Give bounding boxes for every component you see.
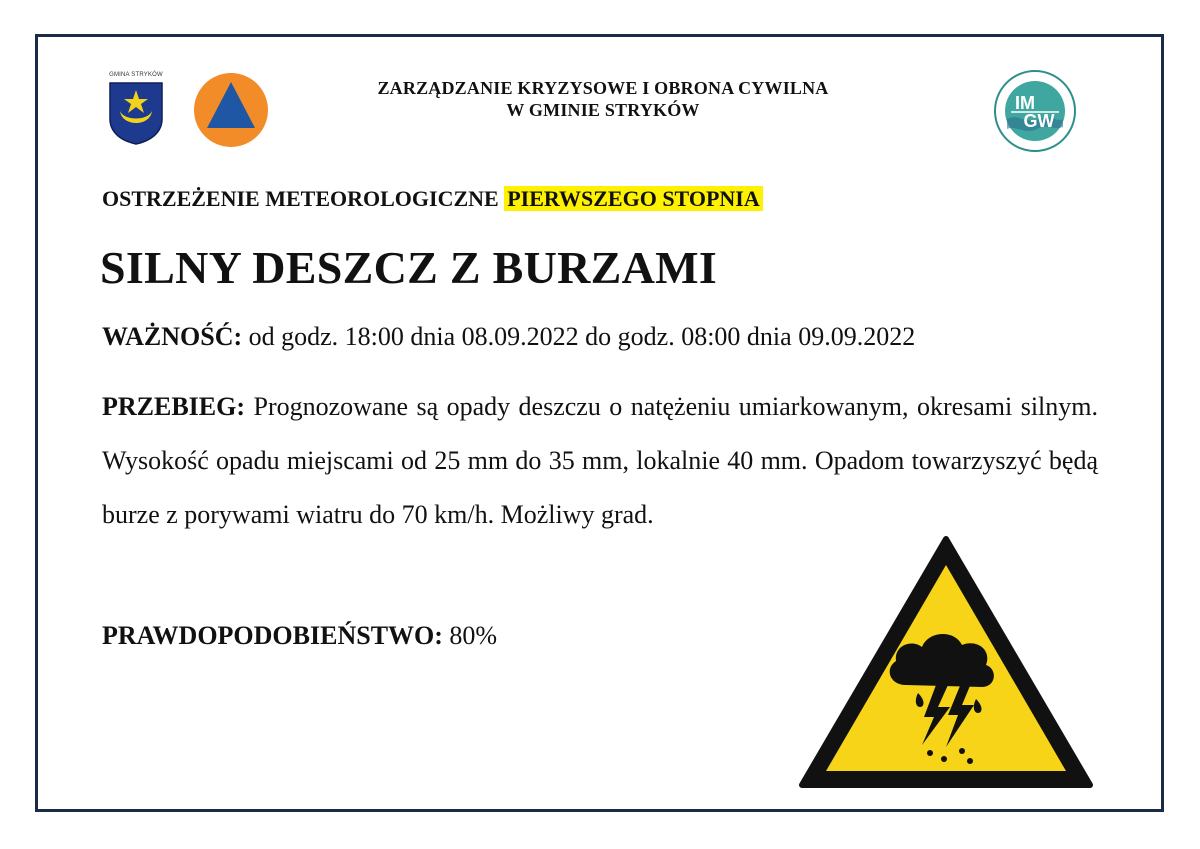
warning-title: SILNY DESZCZ Z BURZAMI — [100, 242, 718, 293]
validity — [102, 320, 915, 354]
imgw-text-2: GW — [1023, 111, 1055, 131]
municipality-logo — [104, 72, 168, 146]
course — [102, 380, 1098, 542]
validity-text: od godz. 18:00 dnia 08.09.2022 do godz. 08:00 dnia 09.09.2022 — [242, 322, 916, 351]
probability — [102, 619, 497, 653]
warning-level — [102, 184, 763, 214]
validity-label: WAŻNOŚĆ: — [102, 322, 243, 351]
header-line-1: ZARZĄDZANIE KRYZYSOWE I OBRONA CYWILNA — [377, 78, 829, 98]
coat-of-arms-icon — [106, 81, 166, 145]
thunderstorm-warning-icon — [798, 535, 1094, 791]
imgw-logo — [993, 69, 1077, 153]
probability-text: 80% — [442, 621, 498, 650]
organization-header — [300, 77, 906, 121]
imgw-text-1: IM — [1015, 93, 1035, 113]
warning-level-prefix: OSTRZEŻENIE METEOROLOGICZNE — [102, 186, 505, 211]
municipality-caption: GMINA STRYKÓW — [109, 72, 163, 78]
course-label: PRZEBIEG: — [102, 392, 246, 421]
warning-level-highlight: PIERWSZEGO STOPNIA — [504, 186, 763, 211]
civil-defence-icon — [193, 72, 269, 148]
probability-label: PRAWDOPODOBIEŃSTWO: — [102, 621, 443, 650]
course-text: Prognozowane są opady deszczu o natężeniu umiarkowanym, okresami silnym. Wysokość opadu miejscami od 25 mm do 35 mm, lokalnie 40 mm. Opadom towarzyszyć będą burze z porywami wiatru do 70 km/h. Możliwy grad. — [102, 392, 1098, 529]
header-line-2: W GMINIE STRYKÓW — [506, 100, 700, 120]
